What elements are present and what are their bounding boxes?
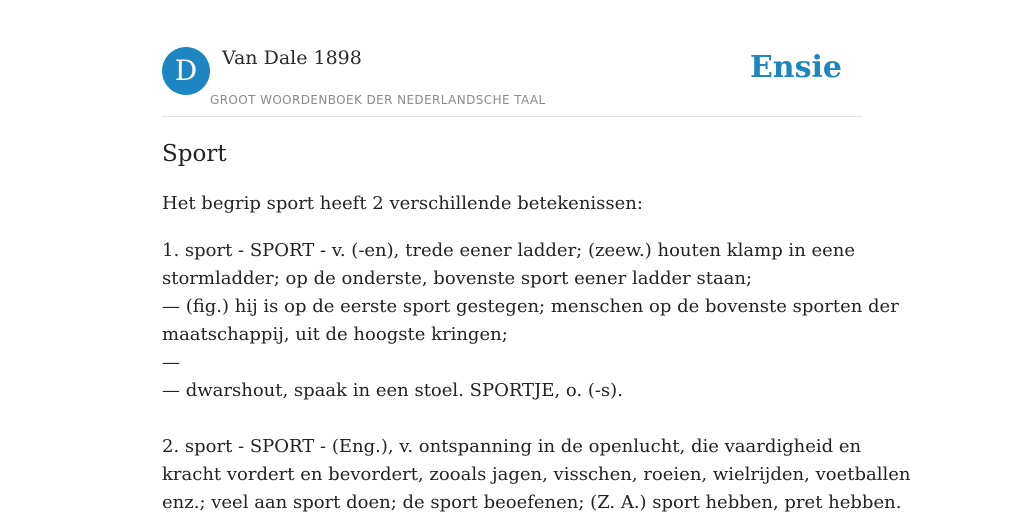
entry-content [162, 138, 911, 512]
meaning-line: stormladder; op de onderste, bovenste sport eener ladder staan; [162, 268, 753, 289]
meaning-line: maatschappij, uit de hoogste kringen; [162, 324, 508, 345]
dictionary-title[interactable]: Van Dale 1898 [222, 47, 362, 69]
dictionary-logo[interactable]: D [162, 47, 210, 95]
meaning-line: enz.; veel aan sport doen; de sport beoefenen; (Z. A.) sport hebben, pret hebben. [162, 492, 902, 512]
meaning-line: — [162, 352, 180, 373]
dictionary-header [162, 44, 862, 117]
entry-term: Sport [162, 141, 227, 167]
meaning-line: — (fig.) hij is op de eerste sport gestegen; menschen op de bovenste sporten der [162, 296, 899, 317]
ensie-logo-link[interactable]: Ensie [749, 50, 842, 85]
meaning-1 [162, 237, 911, 512]
meaning-line: 2. sport - SPORT - (Eng.), v. ontspanning in de openlucht, die vaardigheid en [162, 436, 862, 457]
dictionary-subtitle: GROOT WOORDENBOEK DER NEDERLANDSCHE TAAL [210, 93, 546, 107]
meaning-line: kracht vordert en bevordert, zooals jagen, visschen, roeien, wielrijden, voetballen [162, 464, 911, 485]
meaning-line: — dwarshout, spaak in een stoel. SPORTJE, o. (-s). [162, 380, 623, 401]
entry-intro: Het begrip sport heeft 2 verschillende betekenissen: [162, 193, 643, 214]
meaning-line: 1. sport - SPORT - v. (-en), trede eener ladder; (zeew.) houten klamp in eene [162, 240, 856, 261]
paragraph-gap [162, 405, 882, 433]
